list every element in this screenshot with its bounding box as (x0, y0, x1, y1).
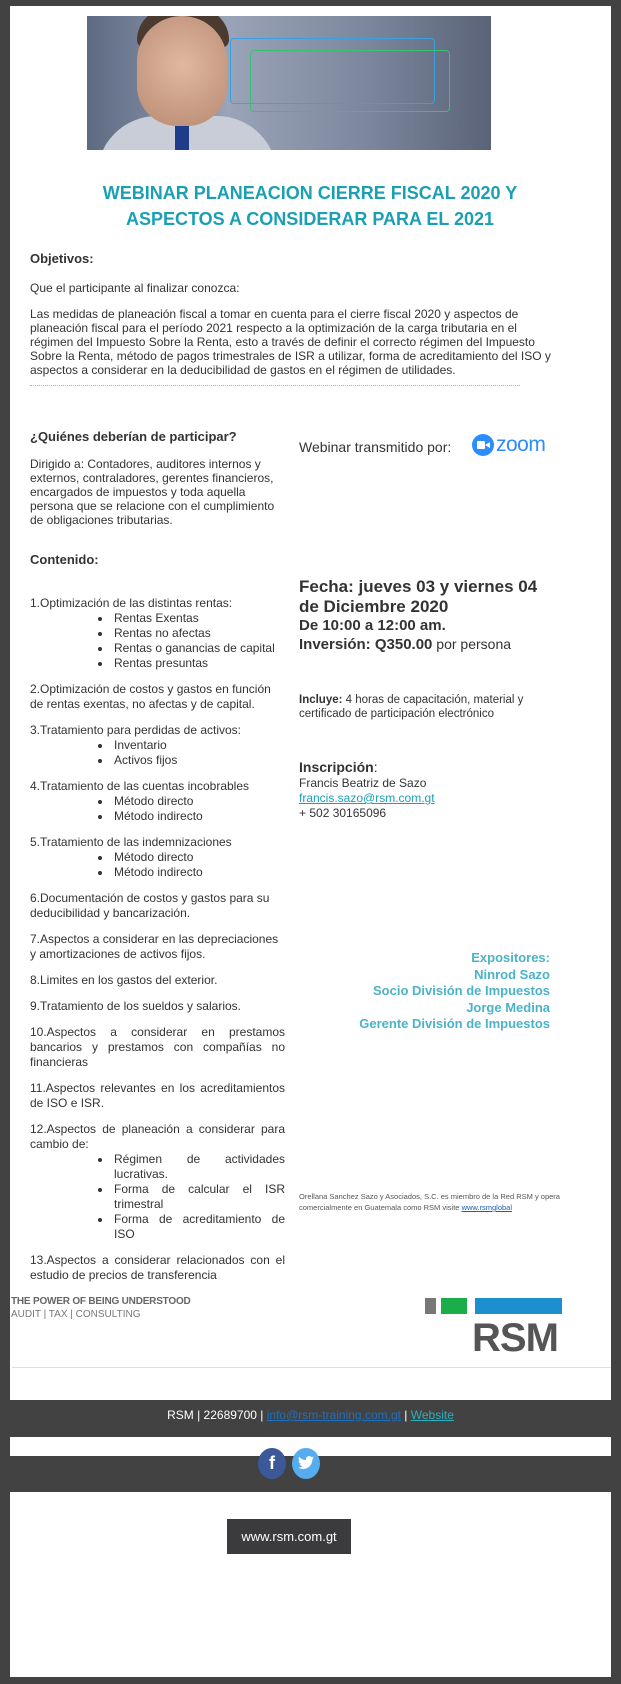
contenido-item-text: 8.Limites en los gastos del exterior. (30, 973, 218, 987)
contenido-item (30, 723, 285, 768)
objetivos-intro: Que el participante al finalizar conozca: (30, 281, 240, 295)
bullet-item: • Rentas o ganancias de capital (112, 641, 285, 656)
incluye-label: Incluye: (299, 694, 343, 706)
contenido-item (30, 999, 285, 1014)
contenido-item-text: 5.Tratamiento de las indemnizaciones (30, 835, 232, 849)
brand-tagline: THE POWER OF BEING UNDERSTOOD (11, 1296, 191, 1307)
contenido-item (30, 596, 285, 671)
bullet-list (112, 794, 285, 824)
inscripcion-block (299, 759, 435, 821)
bullet-item: • Rentas Exentas (112, 611, 285, 626)
bullet-item: • Rentas presuntas (112, 656, 285, 671)
page-title (30, 180, 590, 232)
bullet-list (112, 738, 285, 768)
bullet-item: • Método directo (112, 850, 285, 865)
divider (30, 385, 520, 386)
speaker-role: Socio División de Impuestos (373, 983, 550, 998)
disclaimer-text: Orellana Sanchez Sazo y Asociados, S.C. es miembro de la Red RSM y opera comercialmente en Guatemala como RSM visite (299, 1192, 560, 1212)
contenido-item (30, 682, 285, 712)
inversion: Inversión: Q350.00 (299, 636, 433, 653)
speaker-role: Gerente División de Impuestos (359, 1016, 550, 1031)
contenido-item-text: 7.Aspectos a considerar en las depreciaciones y amortizaciones de activos fijos. (30, 932, 279, 961)
objetivos-body: Las medidas de planeación fiscal a tomar en cuenta para el cierre fiscal 2020 y aspectos de planeación fiscal para el período 2021 respecto a la optimización de la carga tributaria en el régimen del Impuesto Sobre la Renta, esto a través de definir el correcto régimen del Impuesto Sobre la Renta, método de pagos trimestrales de ISR a utilizar, forma de acreditamiento del ISO y aspectos a considerar en la deducibilidad de gastos en el régimen de utilidades. (30, 307, 551, 377)
webinar-label: Webinar transmitido por: (299, 439, 452, 455)
zoom-wordmark: zoom (496, 432, 546, 456)
expositores-heading: Expositores: (471, 950, 550, 965)
contenido-item-text: 9.Tratamiento de los sueldos y salarios. (30, 999, 241, 1013)
bullet-item: • Método indirecto (112, 809, 285, 824)
contenido-item (30, 1081, 285, 1111)
rsm-logo-bar-green (441, 1298, 467, 1314)
expositores (359, 950, 550, 1033)
speaker-name: Jorge Medina (466, 999, 550, 1015)
horario: De 10:00 a 12:00 am. (299, 617, 446, 634)
contact-name: Francis Beatriz de Sazo (299, 776, 427, 790)
bullet-item: • Activos fijos (112, 753, 285, 768)
bullet-list (112, 611, 285, 671)
contenido-item-text: 13.Aspectos a considerar relacionados con el estudio de precios de transferencia (30, 1253, 285, 1282)
twitter-icon[interactable] (292, 1448, 320, 1479)
hero-image (87, 16, 491, 150)
bullet-item: • Régimen de actividades lucrativas. (112, 1152, 285, 1182)
website-button[interactable]: www.rsm.com.gt (227, 1519, 351, 1554)
contenido-list (30, 596, 285, 1294)
bullet-item: • Forma de calcular el ISR trimestral (112, 1182, 285, 1212)
bullet-item: • Método directo (112, 794, 285, 809)
rsm-logo-bar-blue (475, 1298, 562, 1314)
contact-phone: + 502 30165096 (299, 806, 387, 820)
bullet-list (112, 850, 285, 880)
contenido-heading: Contenido: (30, 552, 99, 567)
footer-divider (12, 1367, 611, 1368)
fecha-block (299, 577, 559, 654)
separator: | (400, 1408, 411, 1422)
quienes-body: Dirigido a: Contadores, auditores internos y externos, contraladores, gerentes financieros, encargados de impuestos y toda aquella persona que se relacione con el cumplimiento de obligaciones tributarias. (30, 457, 275, 527)
rsm-logo: RSM (472, 1316, 558, 1360)
rsm-logo-bar-gray (425, 1298, 436, 1314)
footer-email-link[interactable]: info@rsm-training.com.gt (266, 1408, 401, 1422)
contenido-item (30, 1025, 285, 1070)
contenido-item (30, 835, 285, 880)
quienes-heading: ¿Quiénes deberían de participar? (30, 429, 237, 444)
contact-email-link[interactable]: francis.sazo@rsm.com.gt (299, 791, 435, 805)
title-line: ASPECTOS A CONSIDERAR PARA EL 2021 (125, 209, 495, 229)
inscripcion-label: Inscripción (299, 759, 374, 775)
fecha: Fecha: jueves 03 y viernes 04 de Diciembre 2020 (299, 577, 538, 616)
speaker-name: Ninrod Sazo (474, 966, 550, 982)
contenido-item-text: 12.Aspectos de planeación a considerar para cambio de: (30, 1122, 285, 1151)
contenido-item-text: 2.Optimización de costos y gastos en función de rentas exentas, no afectas y de capital. (30, 682, 271, 711)
bullet-item: • Método indirecto (112, 865, 285, 880)
contenido-item-text: 10.Aspectos a considerar en prestamos bancarios y prestamos con compañías no financieras (30, 1025, 285, 1069)
footer-company: RSM | 22689700 | (167, 1408, 267, 1422)
contenido-item (30, 891, 285, 921)
colon: : (373, 759, 378, 775)
incluye-text: 4 horas de capacitación, material y certificado de participación electrónico (299, 694, 524, 720)
disclaimer (299, 1191, 589, 1213)
inversion-suffix: por persona (432, 636, 512, 652)
bullet-item: • Forma de acreditamiento de ISO (112, 1212, 285, 1242)
incluye (299, 693, 559, 721)
contenido-item-text: 11.Aspectos relevantes en los acreditamientos de ISO e ISR. (30, 1081, 285, 1110)
contenido-item (30, 779, 285, 824)
bullet-list (112, 1152, 285, 1242)
objetivos-heading: Objetivos: (30, 251, 94, 266)
rsmglobal-link[interactable]: www.rsmglobal (461, 1203, 512, 1212)
bullet-item: • Rentas no afectas (112, 626, 285, 641)
title-line: WEBINAR PLANEACION CIERRE FISCAL 2020 Y (102, 183, 518, 203)
contenido-item-text: 3.Tratamiento para perdidas de activos: (30, 723, 242, 737)
contenido-item (30, 973, 285, 988)
zoom-camera-icon (472, 434, 494, 456)
contenido-item (30, 1122, 285, 1242)
footer-contact-bar (10, 1400, 611, 1437)
contenido-item-text: 1.Optimización de las distintas rentas: (30, 596, 233, 610)
bullet-item: • Inventario (112, 738, 285, 753)
contenido-item (30, 932, 285, 962)
contenido-item (30, 1253, 285, 1283)
footer-website-link[interactable]: Website (410, 1408, 454, 1422)
brand-services: AUDIT | TAX | CONSULTING (11, 1309, 141, 1320)
contenido-item-text: 6.Documentación de costos y gastos para su deducibilidad y bancarización. (30, 891, 270, 920)
zoom-logo (472, 432, 552, 457)
contenido-item-text: 4.Tratamiento de las cuentas incobrables (30, 779, 250, 793)
facebook-icon[interactable]: f (258, 1448, 286, 1479)
